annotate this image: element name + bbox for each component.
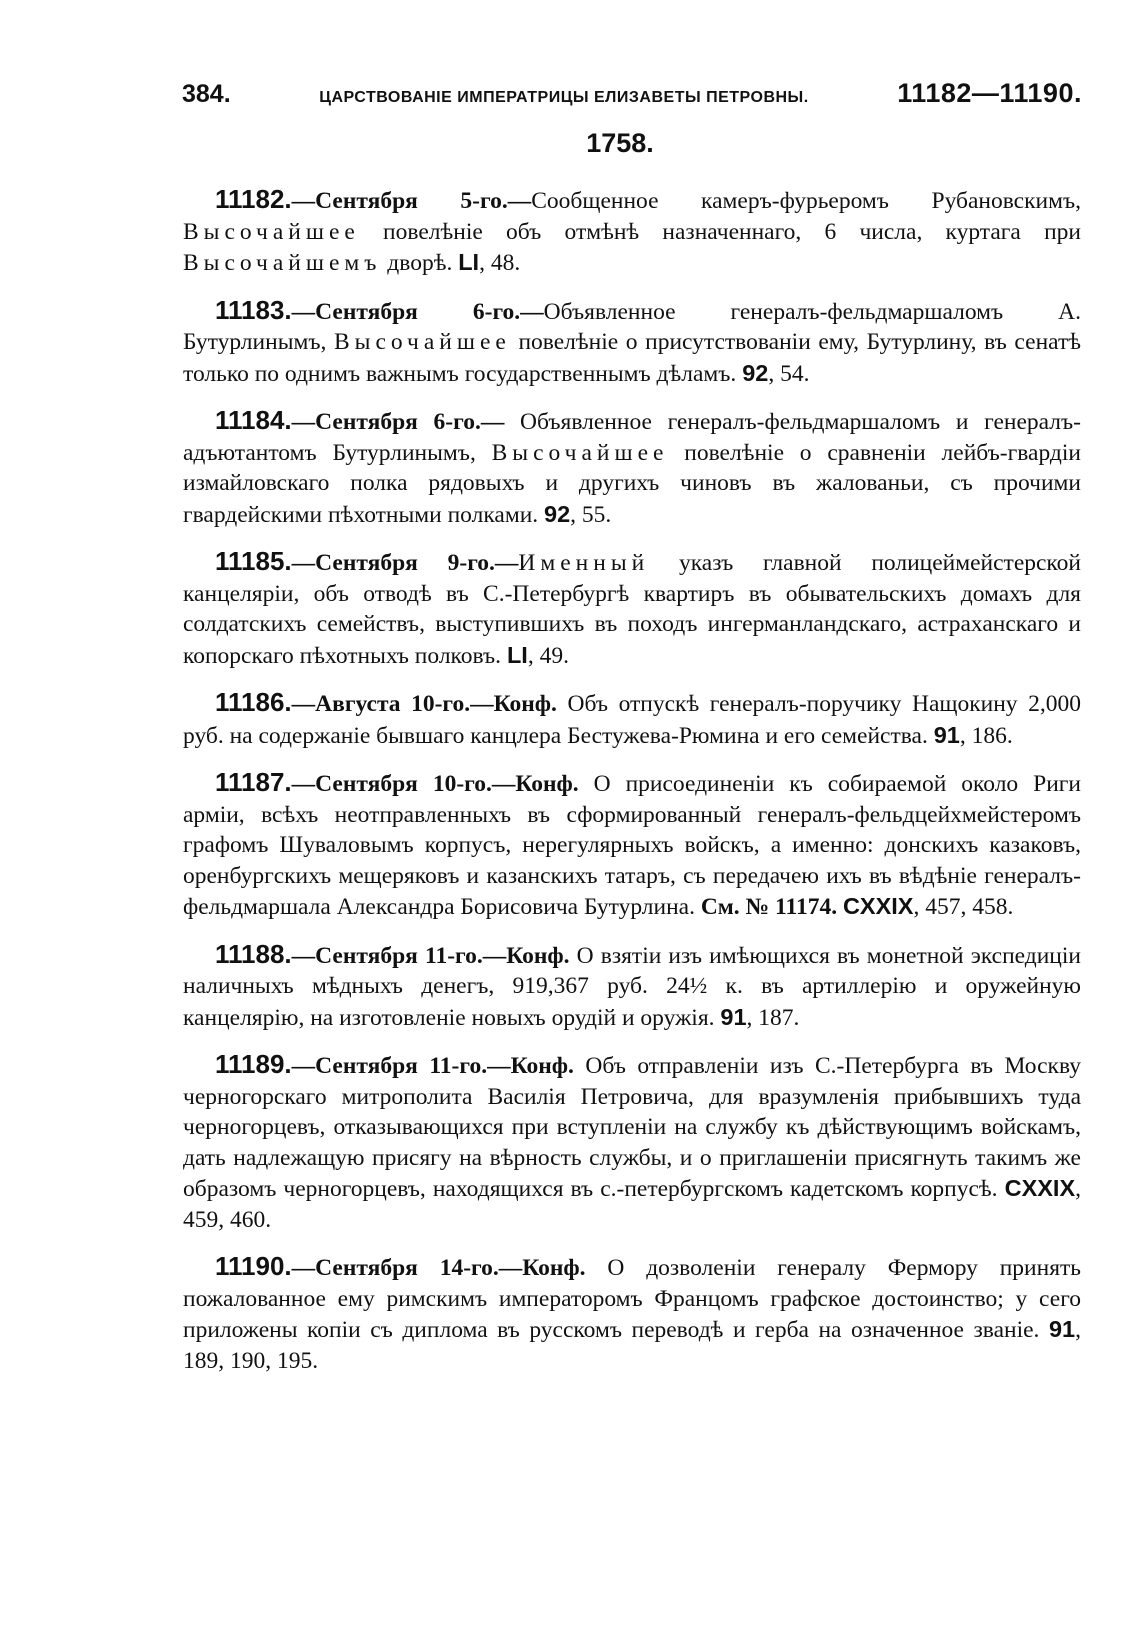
entry-11182 <box>183 184 1081 279</box>
entry-date: —Сентября 14-го.— <box>291 1255 523 1281</box>
page-ref: , 54. <box>768 360 810 387</box>
source-abbrev: Конф. <box>506 942 570 969</box>
entry-text: Объ отпускѣ генералъ-поручику Нащокину 2,000 руб. на содержаніе бывшаго канцлера Бестужева-Рюмина и его семейства. <box>183 691 1081 749</box>
entry-text: повелѣніе объ отмѣнѣ назначеннаго, 6 числа, куртага при <box>359 218 1081 245</box>
entry-number: 11188. <box>215 938 292 969</box>
cross-reference: См. № 11174. <box>700 894 838 920</box>
volume-ref: 92 <box>544 500 571 527</box>
volume-ref: CXXIX <box>842 893 914 919</box>
year-heading: 1758. <box>586 128 654 158</box>
page-ref: , 49. <box>527 642 569 669</box>
entry-date: —Сентября 5-го.— <box>291 188 532 214</box>
entry-text: О взятіи изъ имѣющихся въ монетной экспедиціи наличныхъ мѣдныхъ денегъ, 919,367 руб. 24½ к. въ артиллерію и оружейную канцелярію, на изготовленіе новыхъ орудій и оружія. <box>183 942 1081 1031</box>
entry-date: —Сентября 9-го.— <box>291 550 519 576</box>
entry-text: О дозволеніи генералу Фермору принять пожалованное ему римскимъ императоромъ Францомъ графское достоинство; у сего приложены копіи съ диплома въ русскомъ переводѣ и герба на означенное званіе. <box>183 1255 1082 1343</box>
page-ref: , 187. <box>746 1004 800 1031</box>
running-title: ЦАРСТВОВАНІЕ ИМПЕРАТРИЦЫ ЕЛИЗАВЕТЫ ПЕТРОВНЫ. <box>319 89 809 106</box>
entry-number: 11184. <box>215 405 292 435</box>
entry-date: —Сентября 11-го.— <box>291 1053 511 1079</box>
entry-number: 11189. <box>215 1049 292 1079</box>
entry-text: дворѣ. <box>381 250 459 276</box>
entry-spaced-text: Высочайшее <box>334 329 511 355</box>
entry-11185 <box>183 546 1081 671</box>
entry-text: Объявленное генералъ-фельдмаршаломъ и генералъ-адъютантомъ Бутурлинымъ, <box>183 409 1082 466</box>
source-abbrev: Конф. <box>510 1053 574 1079</box>
source-abbrev: Конф. <box>493 691 557 717</box>
page-header <box>182 78 1082 118</box>
entry-number: 11187. <box>215 767 292 797</box>
entry-date: —Сентября 11-го.— <box>291 942 507 969</box>
source-abbrev: Конф. <box>522 1255 586 1281</box>
entry-text: Объявленное генералъ-фельдмаршаломъ А. Бутурлинымъ, <box>183 298 1081 355</box>
entry-11189 <box>183 1049 1081 1235</box>
page-ref: , 55. <box>570 501 612 528</box>
page-ref: , 457, 458. <box>913 894 1014 920</box>
entry-spaced-text: Именный <box>518 550 650 576</box>
entry-spaced-text: Высочайшее <box>183 218 360 245</box>
entry-text: Объ отправленіи изъ С.-Петербурга въ Москву черногорскаго митрополита Василія Петровича, для вразумленія прибывшихъ туда черногорцевъ, отказывающихся при вступленіи на службу къ дѣйствующимъ войскамъ, дать надлежащую присягу на вѣрность службы, и о приглашеніи присягнуть такимъ же образомъ черногорцевъ, находящихся въ с.-петербургскомъ кадетскомъ корпусѣ. <box>183 1053 1082 1202</box>
entry-11187 <box>183 767 1081 923</box>
entry-11188 <box>183 939 1081 1034</box>
entry-11184 <box>183 405 1081 530</box>
volume-ref: 91 <box>1048 1316 1076 1342</box>
page-ref: , 189, 190, 195. <box>183 1317 1081 1374</box>
entry-number: 11185. <box>215 546 292 576</box>
page-ref: , 186. <box>959 722 1013 749</box>
page-ref: , 459, 460. <box>183 1176 1081 1233</box>
entry-11186 <box>183 687 1081 751</box>
entry-range: 11182—11190. <box>897 78 1082 108</box>
entry-number: 11183. <box>215 294 292 325</box>
volume-ref: 91 <box>933 721 960 748</box>
entry-date: —Сентября 6-го.— <box>291 298 544 325</box>
volume-ref: LI <box>506 641 528 668</box>
entry-number: 11186. <box>215 687 292 717</box>
entries-list <box>183 184 1081 1392</box>
page-ref: , 48. <box>479 250 521 276</box>
entry-text: повелѣніе о сравненіи лейбъ-гвардіи измайловскаго полка рядовыхъ и другихъ чиновъ въ жалованьи, съ прочими гвардейскими пѣхотными полками. <box>183 439 1081 528</box>
volume-ref: 91 <box>720 1003 747 1030</box>
entry-text: Сообщенное камеръ-фурьеромъ Рубановскимъ, <box>531 188 1081 214</box>
page-number: 384. <box>182 80 231 108</box>
entry-date: —Августа 10-го.— <box>291 691 494 717</box>
source-abbrev: Конф. <box>515 771 579 797</box>
volume-ref: CXXIX <box>1004 1175 1076 1201</box>
entry-text: повелѣніе о присутствованіи ему, Бутурлину, въ сенатѣ только по однимъ важнымъ государственнымъ дѣламъ. <box>183 329 1081 387</box>
entry-date: —Сентября 6-го.— <box>291 409 521 435</box>
entry-number: 11182. <box>215 184 292 214</box>
entry-spaced-text: Высочайшее <box>491 439 669 466</box>
entry-number: 11190. <box>215 1251 292 1281</box>
entry-date: —Сентября 10-го.— <box>291 771 516 797</box>
entry-text: О присоединеніи къ собираемой около Риги арміи, всѣхъ неотправленныхъ въ сформированный генералъ-фельдцейхмейстеромъ графомъ Шуваловымъ корпусъ, нерегулярныхъ войскъ, а именно: донскихъ казаковъ, оренбургскихъ мещеряковъ и казанскихъ татаръ, съ передачею ихъ въ вѣдѣніе генералъ-фельдмаршала Александра Борисовича Бутурлина. <box>183 771 1081 920</box>
entry-11183 <box>183 295 1081 390</box>
volume-ref: LI <box>458 249 480 275</box>
entry-text: указъ главной полицеймейстерской канцеляріи, объ отводѣ въ С.-Петербургѣ квартиръ въ обывательскихъ домахъ для солдатскихъ семействъ, выступившихъ въ походъ ингерманландскаго, астраханскаго и копорскаго пѣхотныхъ полковъ. <box>183 550 1081 669</box>
volume-ref: 92 <box>742 359 769 386</box>
entry-spaced-text: Высочайшемъ <box>183 250 382 276</box>
entry-11190 <box>183 1251 1081 1376</box>
